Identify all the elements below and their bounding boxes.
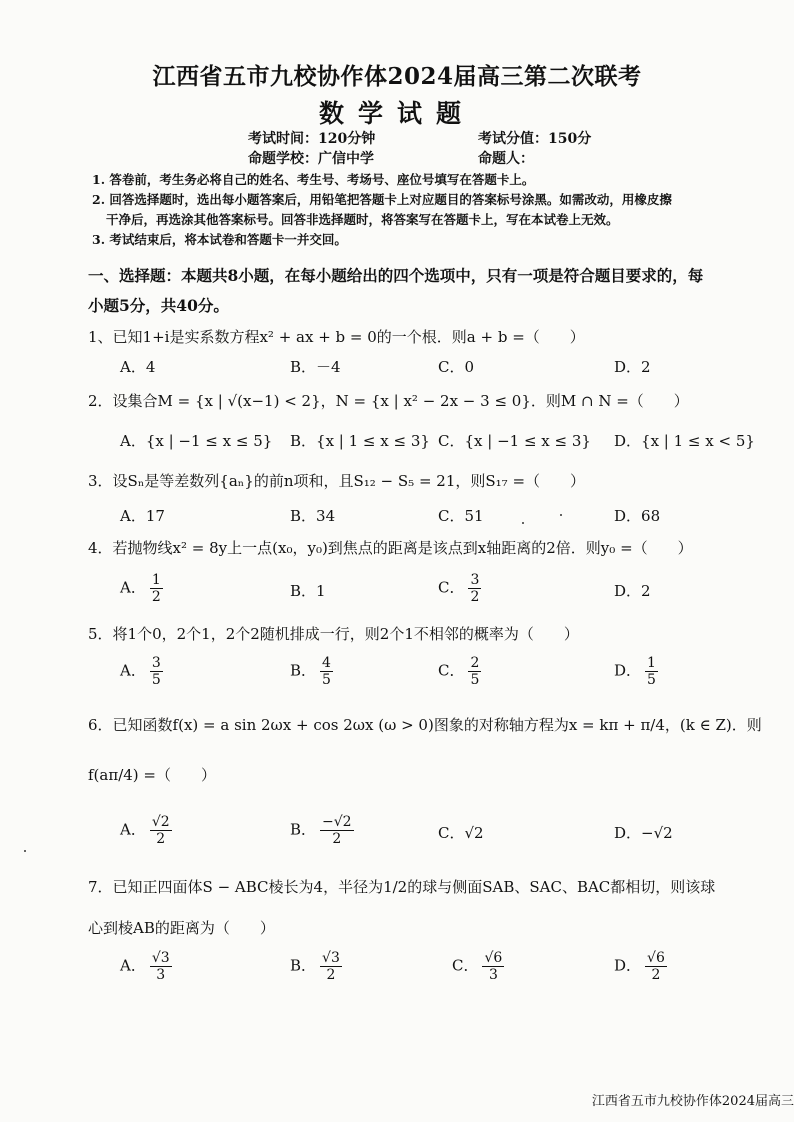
question-5: 5．将1个0，2个1，2个2随机排成一行，则2个1不相邻的概率为（ ） (88, 625, 579, 643)
q5-option-d: D． $\frac{1}{5}$ (614, 655, 656, 689)
q4-option-b: B．1 (290, 582, 326, 600)
scan-speck (522, 522, 524, 524)
q7-option-a: A． $\frac{√3}{3}$ (120, 950, 170, 984)
q4-option-d: D．2 (614, 582, 651, 600)
q1-option-b: B．－4 (290, 358, 341, 376)
question-2: 2．设集合M = {x | √(x−1) < 2}，N = {x | x² − 2x − 3 ≤ 0}．则M ∩ N =（ ） (88, 392, 689, 410)
q6-option-c: C．√2 (438, 824, 484, 842)
question-7: 7．已知正四面体S − ABC棱长为4，半径为1/2的球与侧面SAB、SAC、BAC都相切，则该球 (88, 878, 716, 896)
section-heading-cont: 小题5分，共40分。 (88, 296, 229, 315)
q3-option-c: C．51 (438, 507, 484, 525)
q4-option-a: A． $\frac{1}{2}$ (120, 572, 161, 606)
instruction-2: 2. 回答选择题时，选出每小题答案后，用铅笔把答题卡上对应题目的答案标号涂黑。如需改动，用橡皮擦 (92, 192, 672, 207)
question-4: 4．若抛物线x² = 8y上一点(x₀，y₀)到焦点的距离是该点到x轴距离的2倍．则y₀ =（ ） (88, 539, 693, 557)
school: 命题学校：广信中学 (248, 151, 374, 167)
q5-option-c: C． $\frac{2}{5}$ (438, 655, 480, 689)
q7-option-b: B． $\frac{√3}{2}$ (290, 950, 340, 984)
q1-option-c: C．0 (438, 358, 475, 376)
question-6-cont: f(aπ/4) =（ ） (88, 766, 216, 784)
q6-option-a: A． $\frac{√2}{2}$ (120, 814, 170, 848)
q3-option-d: D．68 (614, 507, 661, 525)
scan-speck (24, 850, 26, 852)
question-1: 1、已知1+i是实系数方程x² + ax + b = 0的一个根．则a + b =（ ） (88, 328, 585, 346)
q2-option-a: A．{x | −1 ≤ x ≤ 5} (120, 432, 273, 450)
exam-title: 江西省五市九校协作体2024届高三第二次联考 (152, 63, 642, 90)
q7-option-c: C． $\frac{√6}{3}$ (452, 950, 503, 984)
scan-speck (560, 514, 562, 516)
instruction-1: 1. 答卷前，考生务必将自己的姓名、考生号、考场号、座位号填写在答题卡上。 (92, 172, 535, 187)
q5-option-b: B． $\frac{4}{5}$ (290, 655, 331, 689)
exam-subtitle: 数学试题 (318, 99, 475, 128)
q4-option-c: C． $\frac{3}{2}$ (438, 572, 480, 606)
question-3: 3．设Sₙ是等差数列{aₙ}的前n项和，且S₁₂ − S₅ = 21，则S₁₇ =（ ） (88, 472, 586, 490)
q6-option-b: B． $\frac{-√2}{2}$ (290, 814, 352, 848)
q7-option-d: D． $\frac{√6}{2}$ (614, 950, 665, 984)
q3-option-a: A．17 (120, 507, 165, 525)
q6-option-d: D．−√2 (614, 824, 673, 842)
q2-option-c: C．{x | −1 ≤ x ≤ 3} (438, 432, 591, 450)
q1-option-a: A．4 (120, 358, 156, 376)
instruction-2-cont: 干净后，再选涂其他答案标号。回答非选择题时，将答案写在答题卡上，写在本试卷上无效。 (106, 212, 619, 227)
author: 命题人： (478, 151, 534, 167)
q1-option-d: D．2 (614, 358, 651, 376)
q2-option-b: B．{x | 1 ≤ x ≤ 3} (290, 432, 430, 450)
exam-time: 考试时间：120分钟 (248, 131, 376, 147)
question-6: 6．已知函数f(x) = a sin 2ωx + cos 2ωx (ω > 0)图象的对称轴方程为x = kπ + π/4，(k ∈ Z)．则 (88, 716, 762, 734)
q2-option-d: D．{x | 1 ≤ x < 5} (614, 432, 755, 450)
full-score: 考试分值：150分 (478, 131, 592, 147)
instruction-3: 3. 考试结束后，将本试卷和答题卡一并交回。 (92, 232, 347, 247)
section-heading: 一、选择题：本题共8小题，在每小题给出的四个选项中，只有一项是符合题目要求的，每 (88, 266, 704, 285)
q3-option-b: B．34 (290, 507, 336, 525)
q5-option-a: A． $\frac{3}{5}$ (120, 655, 161, 689)
question-7-cont: 心到棱AB的距离为（ ） (88, 919, 275, 937)
page-footer: 江西省五市九校协作体2024届高三 (591, 1094, 794, 1109)
